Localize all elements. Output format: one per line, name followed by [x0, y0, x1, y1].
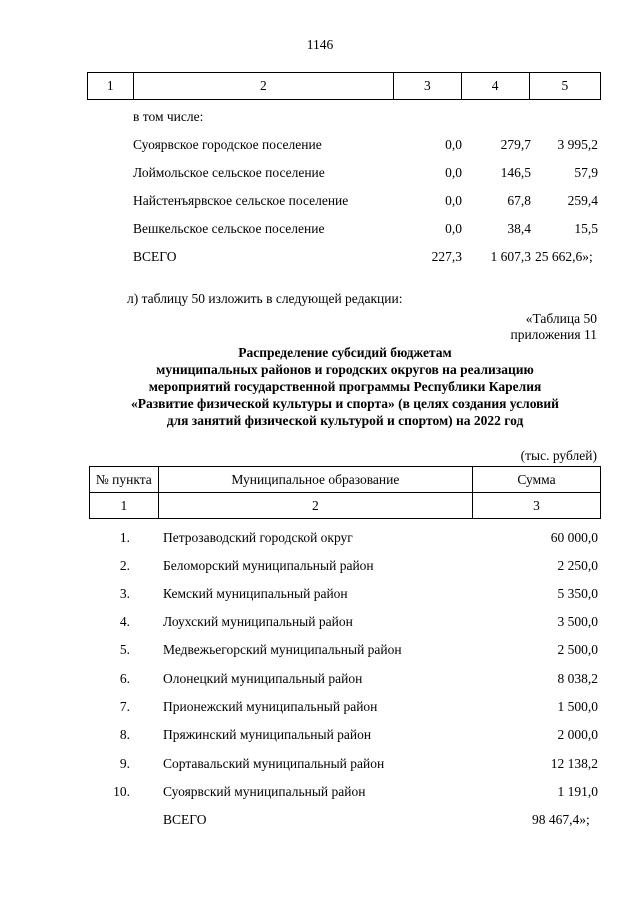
top-header-col-4: 4 — [461, 73, 529, 100]
row-municipality: Сортавальский муниципальный район — [163, 756, 385, 771]
row-col-4: 1 607,3 — [490, 249, 531, 264]
row-municipality: Кемский муниципальный район — [163, 586, 348, 601]
row-municipality: Прионежский муниципальный район — [163, 699, 378, 714]
row-sum: 60 000,0 — [550, 530, 598, 545]
page-number: 1146 — [306, 37, 334, 52]
units-label: (тыс. рублей) — [520, 448, 597, 463]
row-num: 1. — [119, 530, 130, 545]
row-municipality: Олонецкий муниципальный район — [163, 671, 363, 686]
row-num: 10. — [113, 784, 130, 799]
row-name: Найстенъярвское сельское поселение — [133, 193, 349, 208]
row-col-5: 15,5 — [574, 221, 598, 236]
row-municipality: Пряжинский муниципальный район — [163, 727, 372, 742]
row-col-4: 67,8 — [507, 193, 531, 208]
row-name: Вешкельское сельское поселение — [133, 221, 325, 236]
row-municipality: Суоярвский муниципальный район — [163, 784, 366, 799]
top-header-col-5: 5 — [529, 73, 600, 100]
header-municipality: Муниципальное образование — [158, 467, 472, 493]
row-sum: 2 000,0 — [557, 727, 598, 742]
row-col-3: 0,0 — [445, 137, 462, 152]
row-municipality: Лоухский муниципальный район — [163, 614, 353, 629]
header-sum: Сумма — [473, 467, 601, 493]
row-num: 9. — [119, 756, 130, 771]
row-sum: 2 500,0 — [557, 642, 598, 657]
table-ref-line-1: «Таблица 50 — [525, 311, 597, 326]
top-table-header — [87, 72, 601, 100]
row-col-5: 3 995,2 — [557, 137, 598, 152]
title-line-5: для занятий физической культурой и спортом) на 2022 год — [166, 413, 524, 428]
row-col-5: 259,4 — [567, 193, 598, 208]
row-num: 8. — [119, 727, 130, 742]
row-sum: 3 500,0 — [557, 614, 598, 629]
row-col-4: 146,5 — [500, 165, 531, 180]
row-municipality: Петрозаводский городской округ — [163, 530, 353, 545]
total-label: ВСЕГО — [163, 812, 207, 827]
row-num: 5. — [119, 642, 130, 657]
row-name: ВСЕГО — [133, 249, 177, 264]
row-col-3: 227,3 — [431, 249, 462, 264]
title-line-3: мероприятий государственной программы Республики Карелия — [148, 379, 542, 394]
row-col-5: 57,9 — [574, 165, 598, 180]
row-col-4: 279,7 — [500, 137, 531, 152]
row-sum: 8 038,2 — [557, 671, 598, 686]
instruction-text: л) таблицу 50 изложить в следующей редакции: — [127, 291, 403, 306]
row-sum: 1 191,0 — [557, 784, 598, 799]
row-num: 2. — [119, 558, 130, 573]
row-col-5: 25 662,6»; — [535, 249, 593, 264]
title-line-1: Распределение субсидий бюджетам — [238, 345, 452, 360]
row-sum: 2 250,0 — [557, 558, 598, 573]
row-sum: 5 350,0 — [557, 586, 598, 601]
colnum-3: 3 — [473, 493, 601, 519]
row-name: Лоймольское сельское поселение — [133, 165, 325, 180]
row-col-3: 0,0 — [445, 221, 462, 236]
main-table-header — [89, 466, 601, 519]
row-sum: 1 500,0 — [557, 699, 598, 714]
row-municipality: Медвежьегорский муниципальный район — [163, 642, 402, 657]
row-num: 4. — [119, 614, 130, 629]
title-line-4: «Развитие физической культуры и спорта» (в целях создания условий — [131, 396, 559, 411]
colnum-2: 2 — [158, 493, 472, 519]
row-col-4: 38,4 — [507, 221, 531, 236]
top-header-col-3: 3 — [394, 73, 461, 100]
row-sum: 12 138,2 — [550, 756, 598, 771]
row-municipality: Беломорский муниципальный район — [163, 558, 374, 573]
colnum-1: 1 — [90, 493, 159, 519]
top-table-intro: в том числе: — [133, 109, 204, 124]
row-col-3: 0,0 — [445, 193, 462, 208]
title-line-2: муниципальных районов и городских округов на реализацию — [156, 362, 534, 377]
top-header-col-2: 2 — [133, 73, 394, 100]
row-num: 6. — [119, 671, 130, 686]
top-header-col-1: 1 — [88, 73, 134, 100]
row-num: 3. — [119, 586, 130, 601]
total-sum: 98 467,4»; — [532, 812, 590, 827]
row-num: 7. — [119, 699, 130, 714]
header-num: № пункта — [90, 467, 159, 493]
row-col-3: 0,0 — [445, 165, 462, 180]
row-name: Суоярвское городское поселение — [133, 137, 322, 152]
table-ref-line-2: приложения 11 — [510, 327, 597, 342]
